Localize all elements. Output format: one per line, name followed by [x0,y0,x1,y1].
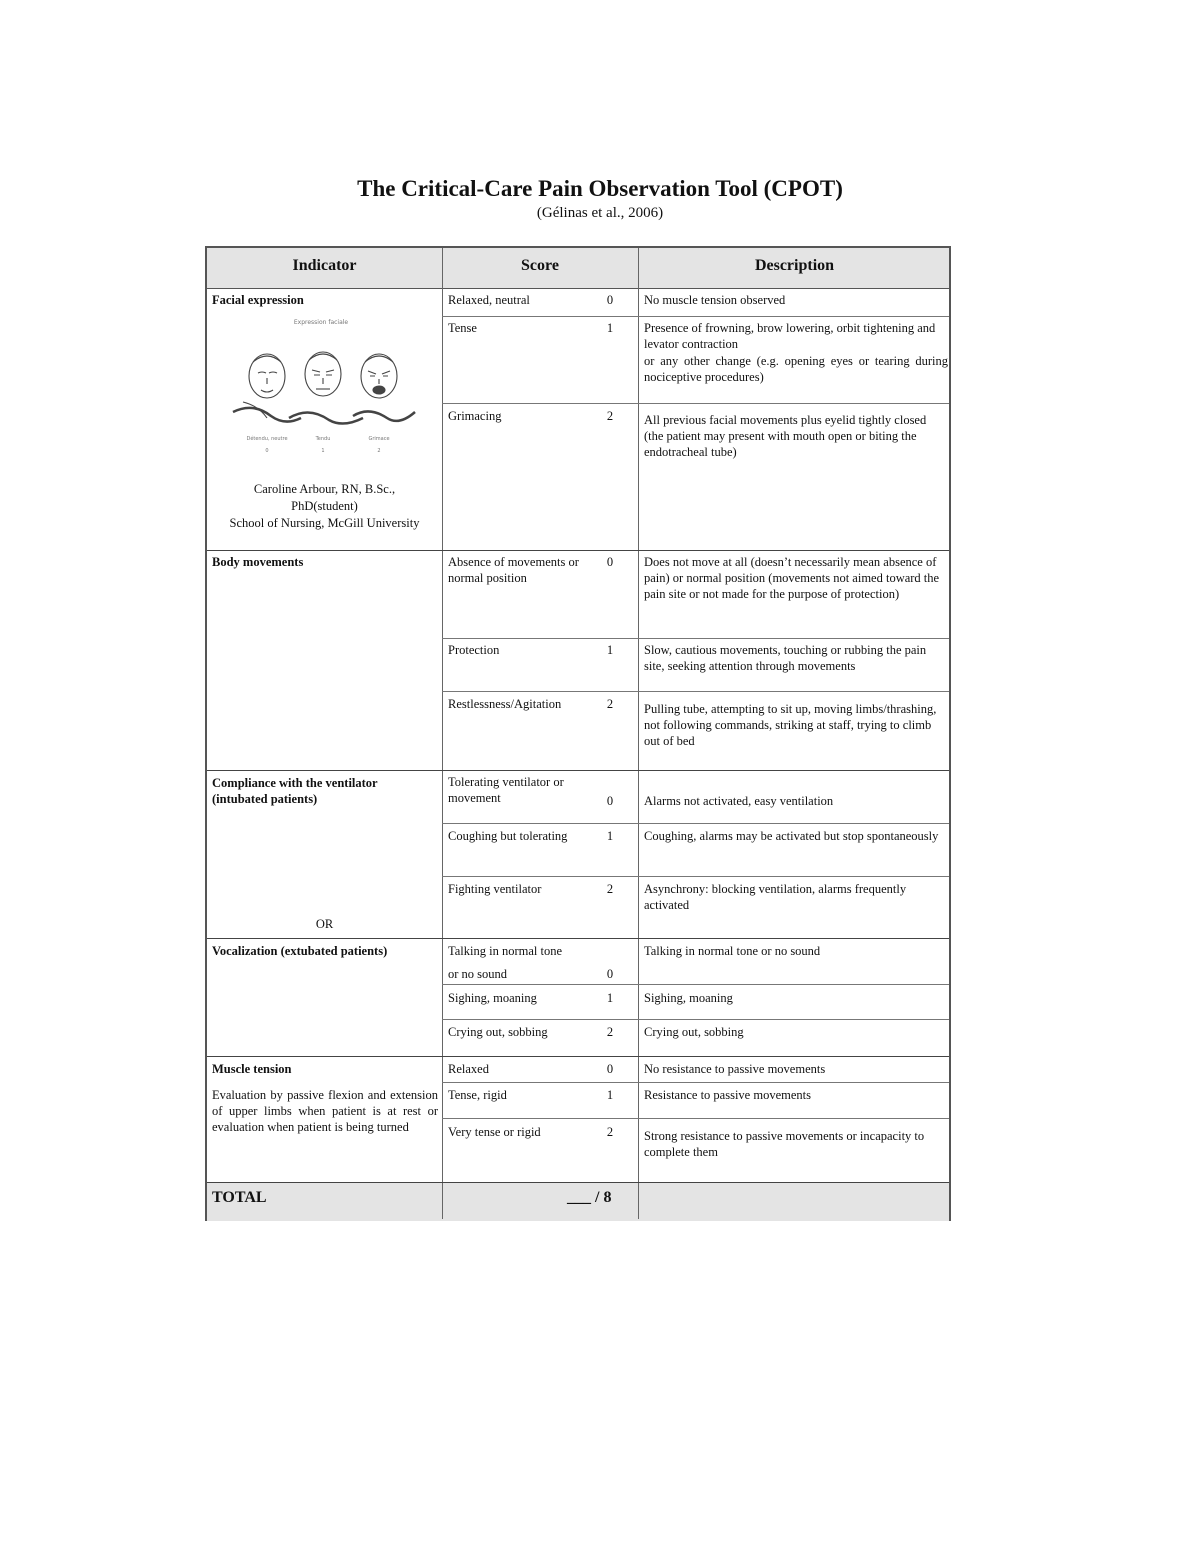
faces-label-grimace: Grimace [368,436,390,442]
score-label: Absence of movements or normal position [448,555,579,585]
header-indicator: Indicator [292,257,357,274]
faces-number-2: 2 [377,448,381,454]
or-separator: OR [315,917,334,931]
score-label: Tense [448,321,477,335]
header-score: Score [521,257,559,274]
indicator-vocalization: Vocalization (extubated patients) [212,944,388,958]
description-text: or any other change (e.g. opening eyes or tearing during nociceptive procedures) [644,354,948,384]
faces-label-tense: Tendu [315,436,331,442]
description-text: Crying out, sobbing [644,1025,744,1039]
description-text: All previous facial movements plus eyelid tightly closed (the patient may present with mouth open or biting the endotracheal tube) [644,413,927,459]
faces-figure-caption: Expression faciale [293,319,349,326]
row-divider [442,1019,949,1020]
row-divider [442,1082,949,1083]
score-label: Talking in normal tone [448,944,563,958]
score-value: 1 [606,321,614,335]
total-score-field: ___ / 8 [567,1189,612,1206]
score-value: 0 [606,794,614,808]
score-value: 2 [606,1125,614,1139]
row-divider [442,316,949,317]
page-subtitle: (Gélinas et al., 2006) [536,205,664,221]
row-divider [442,691,949,692]
description-text: Presence of frowning, brow lowering, orbit tightening and levator contraction [644,321,936,351]
indicator-muscle-tension: Muscle tension [212,1062,292,1076]
credit-line: PhD(student) [291,499,358,513]
row-divider [442,984,949,985]
description-text: Slow, cautious movements, touching or rubbing the pain site, seeking attention through movements [644,643,927,673]
row-divider [442,823,949,824]
row-divider [442,403,949,404]
description-text: Alarms not activated, easy ventilation [644,794,834,808]
score-label: Sighing, moaning [448,991,537,1005]
muscle-tension-evaluation-note: Evaluation by passive flexion and extension of upper limbs when patient is at rest or evaluation when patient is being turned [212,1088,438,1134]
score-value: 0 [606,967,614,981]
description-text: Sighing, moaning [644,991,733,1005]
score-value: 1 [606,643,614,657]
score-label: Relaxed, neutral [448,293,530,307]
relaxed-face-drawing [233,354,301,422]
score-value: 0 [606,1062,614,1076]
score-label: Relaxed [448,1062,489,1076]
score-label: Restlessness/Agitation [448,697,562,711]
score-label: Very tense or rigid [448,1125,541,1139]
section-divider [207,938,949,939]
score-value: 2 [606,409,614,423]
score-value: 2 [606,1025,614,1039]
description-text: No resistance to passive movements [644,1062,826,1076]
facial-expression-faces-figure [223,294,419,464]
credit-line: School of Nursing, McGill University [229,516,420,530]
page-title: The Critical-Care Pain Observation Tool (CPOT) [357,176,843,201]
score-value: 0 [606,555,614,569]
section-divider [207,1056,949,1057]
row-divider [442,638,949,639]
indicator-facial-expression: Facial expression [212,293,304,307]
score-label: or no sound [448,967,508,981]
tense-face-drawing [289,352,363,424]
description-text: Pulling tube, attempting to sit up, moving limbs/thrashing, not following commands, striking at staff, trying to climb out of bed [644,702,937,748]
score-value: 2 [606,882,614,896]
score-value: 1 [606,829,614,843]
total-label: TOTAL [212,1189,267,1206]
score-label: Protection [448,643,500,657]
score-value: 1 [606,991,614,1005]
column-divider [442,248,443,1219]
faces-number-0: 0 [265,448,269,454]
description-text: Coughing, alarms may be activated but stop spontaneously [644,829,939,843]
indicator-ventilator-compliance: Compliance with the ventilator (intubated patients) [212,776,378,806]
score-label: Fighting ventilator [448,882,542,896]
description-text: Asynchrony: blocking ventilation, alarms frequently activated [644,882,907,912]
credit-line: Caroline Arbour, RN, B.Sc., [253,482,396,496]
score-label: Tolerating ventilator or movement [448,775,564,805]
description-text: Strong resistance to passive movements or incapacity to complete them [644,1129,925,1159]
score-value: 1 [606,1088,614,1102]
section-divider [207,1182,949,1183]
section-divider [207,550,949,551]
header-description: Description [754,257,835,274]
description-text: Does not move at all (doesn’t necessarily mean absence of pain) or normal position (movements not aimed toward the pain site or not made for the purpose of protection) [644,555,940,601]
indicator-body-movements: Body movements [212,555,304,569]
score-label: Crying out, sobbing [448,1025,548,1039]
score-value: 0 [606,293,614,307]
description-text: No muscle tension observed [644,293,786,307]
score-label: Grimacing [448,409,502,423]
cpot-table [205,246,951,1221]
row-divider [442,1118,949,1119]
description-text: Resistance to passive movements [644,1088,811,1102]
column-divider [638,248,639,1219]
section-divider [207,770,949,771]
image-credit [207,481,442,532]
faces-label-relaxed: Détendu, neutre [246,436,288,442]
score-label: Coughing but tolerating [448,829,568,843]
faces-number-1: 1 [321,448,325,454]
description-text: Talking in normal tone or no sound [644,944,821,958]
score-value: 2 [606,697,614,711]
row-divider [442,876,949,877]
score-label: Tense, rigid [448,1088,507,1102]
grimacing-face-drawing [353,354,415,421]
